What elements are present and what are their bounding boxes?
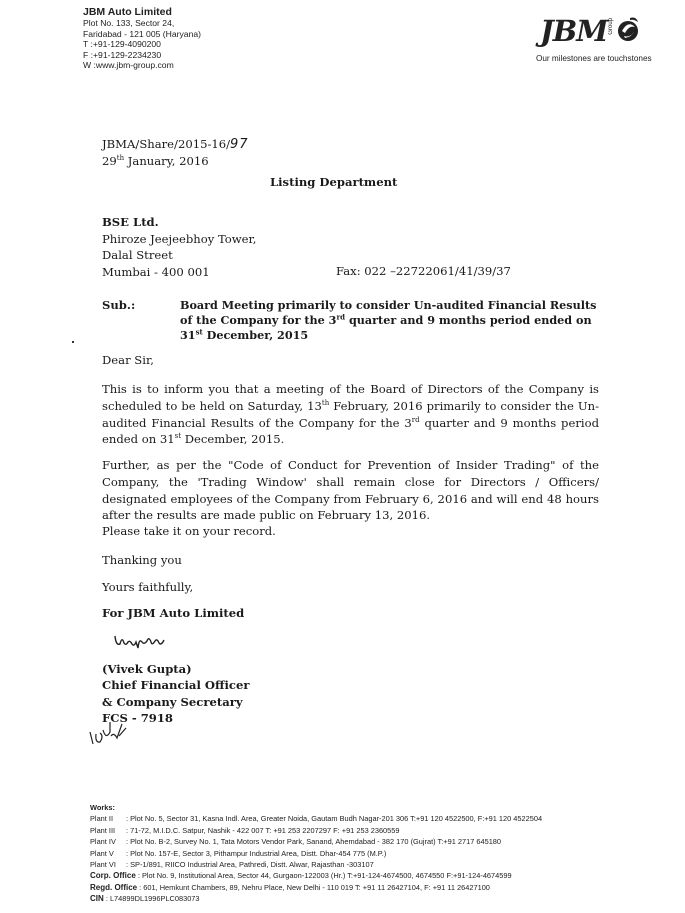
subject-label: Sub.:	[102, 298, 136, 312]
recipient-line: Dalal Street	[102, 248, 173, 263]
recipient-name: BSE Ltd.	[102, 215, 159, 229]
logo-word: JBM	[540, 14, 608, 48]
address-line: Faridabad - 121 005 (Haryana)	[83, 28, 201, 39]
letter-date: 29th January, 2016	[102, 154, 209, 168]
fax-number: Fax: 022 –22722061/41/39/37	[336, 264, 511, 278]
reference-number: JBMA/Share/2015-16/97	[102, 137, 249, 152]
cin-number: CIN : L74899DL1996PLC083073	[90, 894, 200, 904]
plant-address: Plant VI : SP-1/891, RIICO Industrial Area, Pathredi, Distt. Alwar, Rajasthan -303107	[90, 860, 374, 870]
department-heading: Listing Department	[270, 175, 398, 189]
signatory-name: (Vivek Gupta)	[102, 662, 192, 676]
jbm-swirl-icon	[616, 16, 640, 44]
thanking-line: Thanking you	[102, 553, 182, 567]
signatory-membership: FCS - 7918	[102, 711, 173, 726]
address-line: Plot No. 133, Sector 24,	[83, 18, 175, 28]
signatory-title: & Company Secretary	[102, 694, 243, 709]
company-name: JBM Auto Limited	[83, 6, 172, 18]
reference-block	[102, 136, 249, 169]
paragraph-meeting: This is to inform you that a meeting of the Board of Directors of the Company is scheduled to be held on Saturday, 13th February, 2016 primarily to consider the Un-audited Financial Results of the Company for the 3rd quarter and 9 months period ended on 31st December, 2015.	[102, 382, 599, 447]
works-label: Works:	[90, 803, 115, 812]
subject-text: Board Meeting primarily to consider Un-audited Financial Results of the Company for the 3rd quarter and 9 months period ended on 31st December, 2015	[180, 298, 597, 343]
margin-dot	[72, 341, 74, 343]
logo-group-text: Group	[608, 18, 614, 35]
salutation: Dear Sir,	[102, 353, 154, 367]
plant-address: Plant II : Plot No. 5, Sector 31, Kasna Indl. Area, Greater Noida, Gautam Budh Nagar-201 306 T:+91 120 4522500, F:+91 120 4522504	[90, 814, 543, 824]
paragraph-trading-window: Further, as per the "Code of Conduct for Prevention of Insider Trading" of the Company, the 'Trading Window' shall remain close for Directors / Officers/ designated employees of the Company from February 6, 2016 and will end 48 hours after the results are made public on February 13, 2016.	[102, 458, 599, 523]
signatory-title: Chief Financial Officer	[102, 678, 250, 693]
closing-line: Yours faithfully,	[102, 580, 194, 594]
footer-addresses	[90, 802, 680, 905]
recipient-line: Mumbai - 400 001	[102, 264, 210, 279]
phone-line: T :+91-129-4090200	[83, 39, 161, 50]
for-company-line: For JBM Auto Limited	[102, 606, 245, 620]
plant-address: Plant IV : Plot No. B-2, Survey No. 1, Tata Motors Vendor Park, Sanand, Ahemdabad - 382 170 (Gujrat) T:+91 2717 645180	[90, 837, 502, 847]
website-line: W :www.jbm-group.com	[83, 60, 174, 71]
handwritten-ref-number: 97	[230, 137, 249, 152]
logo-tagline: Our milestones are touchstones	[536, 54, 652, 63]
fax-line: F :+91-129-2234230	[83, 49, 162, 60]
corporate-office: Corp. Office : Plot No. 9, Institutional Area, Sector 44, Gurgaon-122003 (Hr.) T:+91-124-4674500, 4674550 F:+91-124-4674599	[90, 871, 512, 881]
plant-address: Plant III : 71-72, M.I.D.C. Satpur, Nashik - 422 007 T: +91 253 2207297 F: +91 253 2360559	[90, 825, 400, 835]
jbm-logo	[536, 10, 670, 70]
registered-office: Regd. Office : 601, Hemkunt Chambers, 89, Nehru Place, New Delhi - 110 019 T: +91 11 26427104, F: +91 11 26427100	[90, 882, 490, 892]
recipient-address	[102, 214, 257, 280]
paragraph-record: Please take it on your record.	[102, 524, 276, 538]
handwritten-initials	[86, 712, 132, 748]
letterhead	[83, 6, 201, 71]
plant-address: Plant V : Plot No. 157-E, Sector 3, Pithampur Industrial Area, Distt. Dhar-454 775 (M.P.)	[90, 848, 387, 858]
recipient-line: Phiroze Jeejeebhoy Tower,	[102, 231, 257, 246]
handwritten-signature	[112, 630, 192, 660]
